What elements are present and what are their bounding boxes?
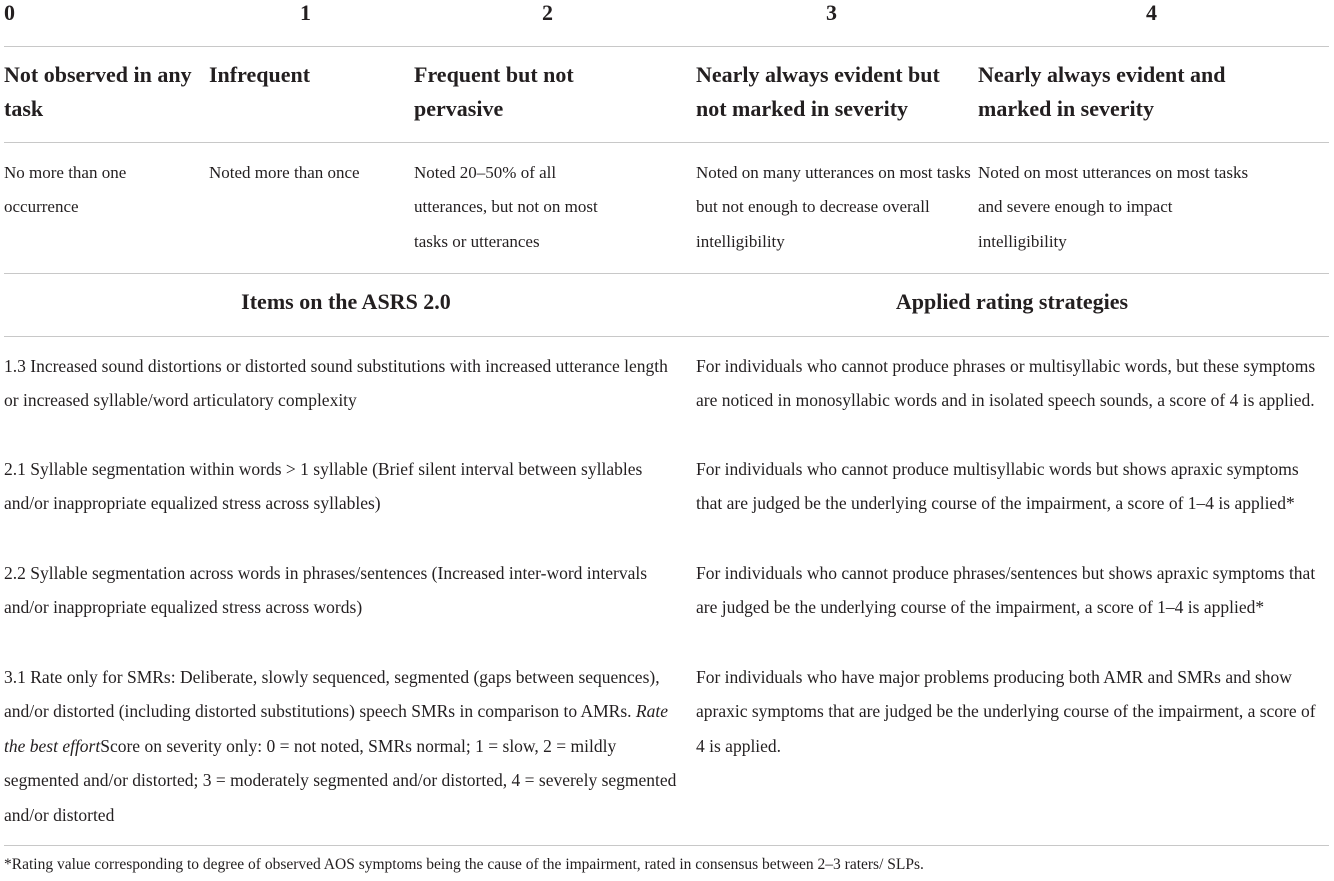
level-1-description: Noted more than once [209, 163, 360, 182]
level-0-label: Not observed in any task [4, 62, 192, 121]
level-4-label: Nearly always evident and marked in severity [978, 62, 1226, 121]
divider [4, 336, 1329, 337]
level-2-number: 2 [542, 0, 553, 25]
level-1-label: Infrequent [209, 62, 311, 87]
level-2-label: Frequent but not pervasive [414, 62, 574, 121]
divider [4, 845, 1329, 846]
strategies-column-header: Applied rating strategies [895, 289, 1129, 314]
item-3-1-italic: Rate the best effort [4, 701, 668, 756]
footnote: *Rating value corresponding to degree of observed AOS symptoms being the cause of the impairment, rated in consensus between 2–3 raters/ SLPs. [4, 856, 924, 873]
item-1-3: 1.3 Increased sound distortions or distorted sound substitutions with increased utterance length or increased syllable/word articulatory complexity [4, 356, 668, 411]
divider [4, 46, 1329, 47]
level-4-description: Noted on most utterances on most tasks and severe enough to impact intelligibility [978, 163, 1249, 251]
level-4-number: 4 [1146, 0, 1157, 25]
item-2-1: 2.1 Syllable segmentation within words > 1 syllable (Brief silent interval between syllables and/or inappropriate equalized stress across syllables) [4, 459, 643, 514]
level-3-description: Noted on many utterances on most tasks but not enough to decrease overall intelligibility [696, 163, 971, 251]
strategy-2-2: For individuals who cannot produce phrases/sentences but shows apraxic symptoms that are judged be the underlying course of the impairment, a score of 1–4 is applied* [696, 563, 1316, 618]
level-3-label: Nearly always evident but not marked in severity [696, 62, 940, 121]
level-0-number: 0 [4, 0, 15, 25]
divider [4, 142, 1329, 143]
level-1-number: 1 [300, 0, 311, 25]
strategy-1-3: For individuals who cannot produce phrases or multisyllabic words, but these symptoms are noticed in monosyllabic words and in isolated speech sounds, a score of 4 is applied. [696, 356, 1316, 411]
item-3-1 [4, 660, 684, 832]
item-2-2: 2.2 Syllable segmentation across words in phrases/sentences (Increased inter-word intervals and/or inappropriate equalized stress across words) [4, 563, 648, 618]
divider [4, 273, 1329, 274]
strategy-2-1: For individuals who cannot produce multisyllabic words but shows apraxic symptoms that are judged be the underlying course of the impairment, a score of 1–4 is applied* [696, 459, 1299, 514]
strategy-3-1: For individuals who have major problems producing both AMR and SMRs and show apraxic symptoms that are judged be the underlying course of the impairment, a score of 4 is applied. [696, 667, 1316, 756]
level-3-number: 3 [826, 0, 837, 25]
item-3-1-text: 3.1 Rate only for SMRs: Deliberate, slowly sequenced, segmented (gaps between sequences), and/or distorted (including distorted substitutions) speech SMRs in comparison to AMRs. [4, 667, 660, 722]
items-column-header: Items on the ASRS 2.0 [241, 289, 451, 314]
item-3-1-scoring: Score on severity only: 0 = not noted, SMRs normal; 1 = slow, 2 = mildly segmented and/or distorted; 3 = moderately segmented and/or distorted, 4 = severely segmented and/or distorted [4, 735, 677, 825]
level-2-description: Noted 20–50% of all utterances, but not on most tasks or utterances [414, 163, 598, 251]
level-0-description: No more than one occurrence [4, 163, 127, 217]
